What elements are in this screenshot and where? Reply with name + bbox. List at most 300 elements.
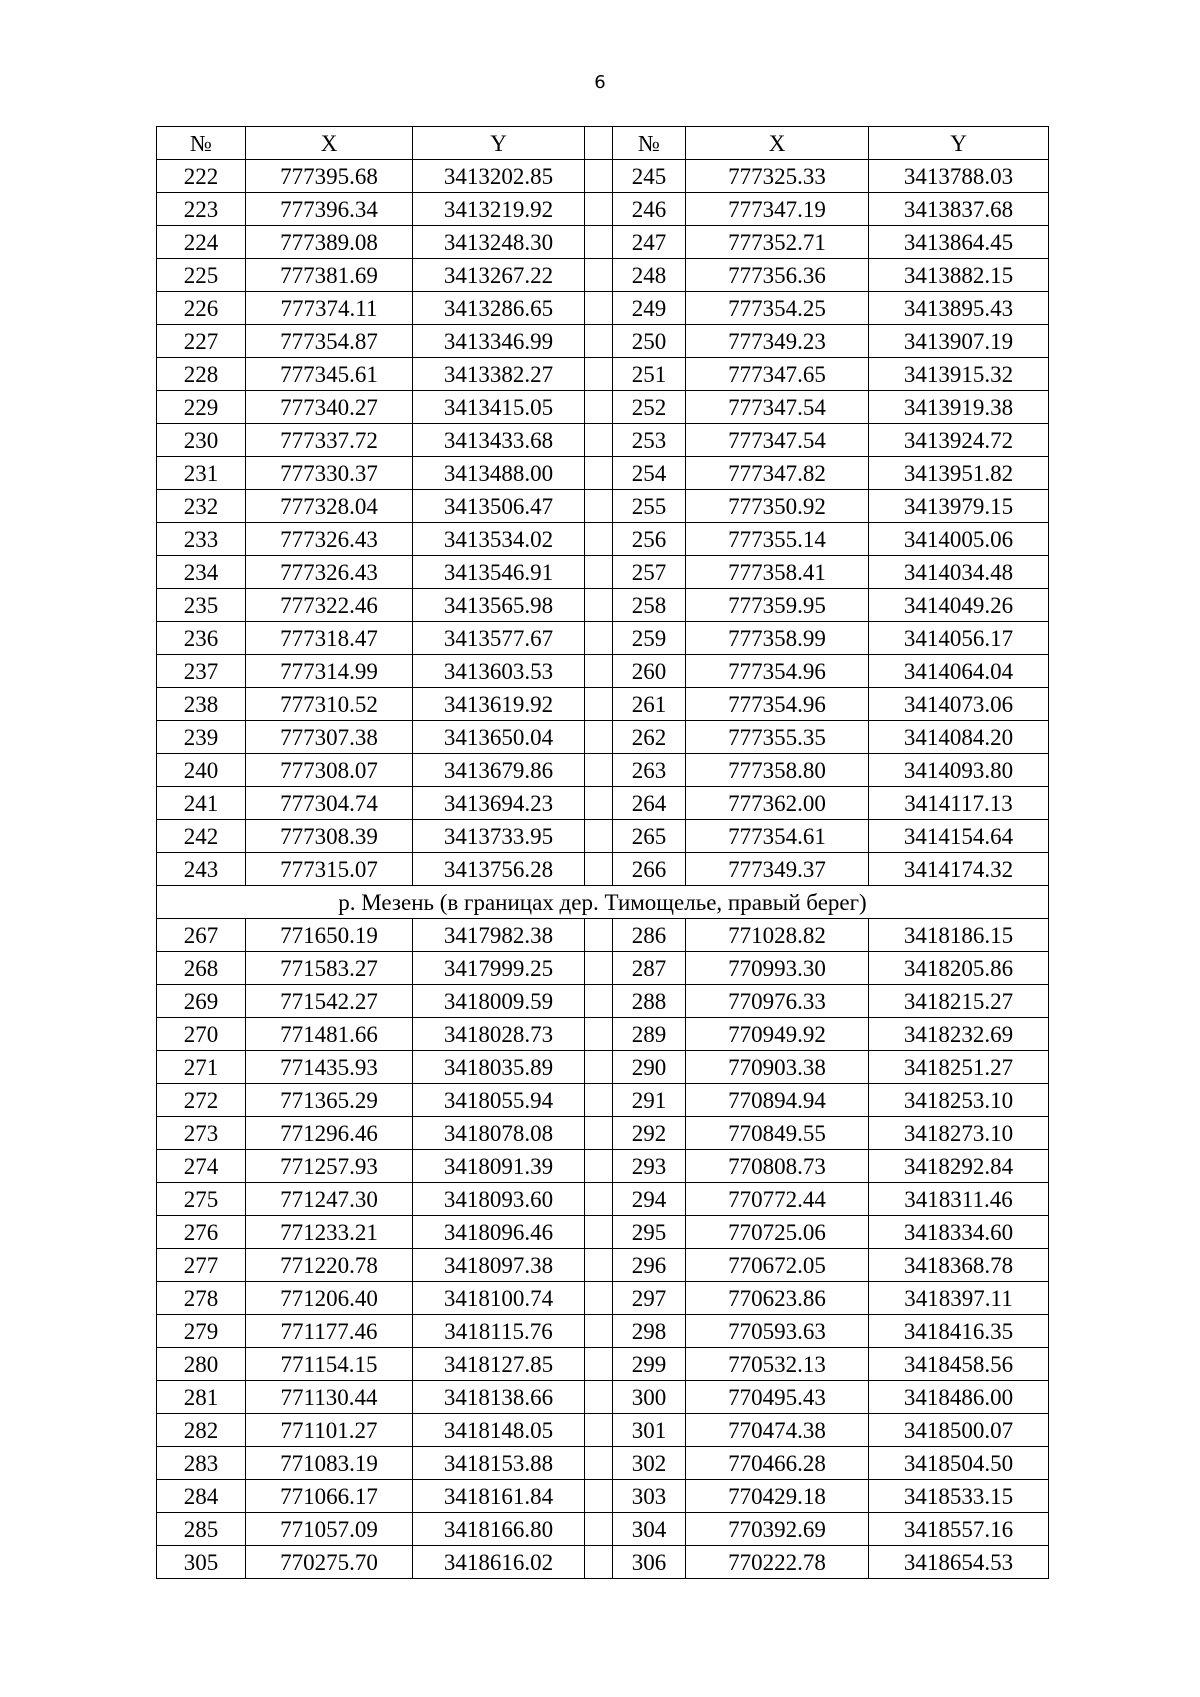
point-number-left: 285: [157, 1513, 246, 1546]
y-left: 3418093.60: [413, 1183, 585, 1216]
x-right: 777354.96: [686, 655, 869, 688]
point-number-left: 279: [157, 1315, 246, 1348]
y-right: 3418557.16: [869, 1513, 1049, 1546]
table-row: [157, 1480, 1049, 1513]
y-right: 3413915.32: [869, 358, 1049, 391]
point-number-left: 230: [157, 424, 246, 457]
y-left: 3413346.99: [413, 325, 585, 358]
x-right: 770993.30: [686, 952, 869, 985]
point-number-left: 235: [157, 589, 246, 622]
table-row: [157, 556, 1049, 589]
table-row: [157, 1084, 1049, 1117]
x-left: 771083.19: [246, 1447, 413, 1480]
point-number-right: 294: [613, 1183, 686, 1216]
point-number-left: 268: [157, 952, 246, 985]
x-left: 771220.78: [246, 1249, 413, 1282]
point-number-left: 227: [157, 325, 246, 358]
point-number-left: 223: [157, 193, 246, 226]
x-left: 771177.46: [246, 1315, 413, 1348]
point-number-left: 305: [157, 1546, 246, 1579]
x-right: 777349.23: [686, 325, 869, 358]
y-right: 3413951.82: [869, 457, 1049, 490]
y-left: 3413415.05: [413, 391, 585, 424]
y-left: 3418161.84: [413, 1480, 585, 1513]
x-left: 777330.37: [246, 457, 413, 490]
spacer: [585, 820, 613, 853]
point-number-right: 260: [613, 655, 686, 688]
point-number-left: 229: [157, 391, 246, 424]
x-left: 777308.39: [246, 820, 413, 853]
x-left: 777310.52: [246, 688, 413, 721]
x-right: 777359.95: [686, 589, 869, 622]
point-number-right: 257: [613, 556, 686, 589]
x-left: 771296.46: [246, 1117, 413, 1150]
y-left: 3418096.46: [413, 1216, 585, 1249]
page-number: 6: [594, 72, 606, 93]
point-number-left: 243: [157, 853, 246, 886]
y-right: 3414049.26: [869, 589, 1049, 622]
point-number-right: 247: [613, 226, 686, 259]
x-left: 771101.27: [246, 1414, 413, 1447]
y-right: 3414064.04: [869, 655, 1049, 688]
spacer: [585, 325, 613, 358]
point-number-right: 303: [613, 1480, 686, 1513]
x-right: 770894.94: [686, 1084, 869, 1117]
x-left: 771650.19: [246, 919, 413, 952]
y-right: 3418205.86: [869, 952, 1049, 985]
point-number-right: 265: [613, 820, 686, 853]
x-right: 777352.71: [686, 226, 869, 259]
point-number-right: 293: [613, 1150, 686, 1183]
header-spacer: [585, 127, 613, 160]
table-row: [157, 1546, 1049, 1579]
y-right: 3414056.17: [869, 622, 1049, 655]
point-number-right: 290: [613, 1051, 686, 1084]
y-left: 3418166.80: [413, 1513, 585, 1546]
point-number-left: 277: [157, 1249, 246, 1282]
x-left: 777315.07: [246, 853, 413, 886]
x-right: 770495.43: [686, 1381, 869, 1414]
y-right: 3414073.06: [869, 688, 1049, 721]
spacer: [585, 622, 613, 655]
x-left: 771066.17: [246, 1480, 413, 1513]
table-row: [157, 754, 1049, 787]
y-right: 3418416.35: [869, 1315, 1049, 1348]
spacer: [585, 589, 613, 622]
point-number-right: 249: [613, 292, 686, 325]
y-left: 3418115.76: [413, 1315, 585, 1348]
y-right: 3418397.11: [869, 1282, 1049, 1315]
spacer: [585, 1480, 613, 1513]
y-right: 3414174.32: [869, 853, 1049, 886]
x-right: 777358.80: [686, 754, 869, 787]
spacer: [585, 1084, 613, 1117]
x-right: 777347.19: [686, 193, 869, 226]
x-right: 777362.00: [686, 787, 869, 820]
y-left: 3418127.85: [413, 1348, 585, 1381]
spacer: [585, 1513, 613, 1546]
x-left: 777340.27: [246, 391, 413, 424]
y-right: 3413895.43: [869, 292, 1049, 325]
table-row: [157, 1183, 1049, 1216]
x-right: 770672.05: [686, 1249, 869, 1282]
coordinates-table: [156, 126, 1049, 1579]
x-right: 770466.28: [686, 1447, 869, 1480]
point-number-left: 238: [157, 688, 246, 721]
point-number-left: 240: [157, 754, 246, 787]
x-left: 777318.47: [246, 622, 413, 655]
y-left: 3413506.47: [413, 490, 585, 523]
spacer: [585, 688, 613, 721]
point-number-right: 302: [613, 1447, 686, 1480]
x-right: 770949.92: [686, 1018, 869, 1051]
y-right: 3418311.46: [869, 1183, 1049, 1216]
spacer: [585, 853, 613, 886]
x-right: 777347.82: [686, 457, 869, 490]
y-right: 3413864.45: [869, 226, 1049, 259]
x-right: 777355.35: [686, 721, 869, 754]
y-right: 3418458.56: [869, 1348, 1049, 1381]
x-left: 777326.43: [246, 556, 413, 589]
x-right: 777349.37: [686, 853, 869, 886]
point-number-right: 252: [613, 391, 686, 424]
header-y-left: Y: [413, 127, 585, 160]
x-left: 771154.15: [246, 1348, 413, 1381]
x-left: 771057.09: [246, 1513, 413, 1546]
y-left: 3413694.23: [413, 787, 585, 820]
x-left: 771583.27: [246, 952, 413, 985]
y-left: 3418138.66: [413, 1381, 585, 1414]
y-right: 3418232.69: [869, 1018, 1049, 1051]
x-left: 777337.72: [246, 424, 413, 457]
x-left: 777389.08: [246, 226, 413, 259]
section-caption: р. Мезень (в границах дер. Тимощелье, правый берег): [157, 886, 1049, 919]
y-left: 3413619.92: [413, 688, 585, 721]
table-row: [157, 688, 1049, 721]
point-number-right: 266: [613, 853, 686, 886]
point-number-left: 275: [157, 1183, 246, 1216]
x-right: 770808.73: [686, 1150, 869, 1183]
point-number-left: 278: [157, 1282, 246, 1315]
x-left: 777328.04: [246, 490, 413, 523]
x-right: 770725.06: [686, 1216, 869, 1249]
x-right: 770849.55: [686, 1117, 869, 1150]
point-number-left: 284: [157, 1480, 246, 1513]
spacer: [585, 1216, 613, 1249]
point-number-right: 258: [613, 589, 686, 622]
spacer: [585, 1117, 613, 1150]
point-number-right: 261: [613, 688, 686, 721]
y-left: 3418100.74: [413, 1282, 585, 1315]
table-row: [157, 160, 1049, 193]
x-right: 770623.86: [686, 1282, 869, 1315]
x-left: 771542.27: [246, 985, 413, 1018]
table-row: [157, 193, 1049, 226]
y-right: 3418253.10: [869, 1084, 1049, 1117]
spacer: [585, 193, 613, 226]
spacer: [585, 985, 613, 1018]
point-number-left: 283: [157, 1447, 246, 1480]
y-left: 3413286.65: [413, 292, 585, 325]
point-number-right: 297: [613, 1282, 686, 1315]
y-right: 3418273.10: [869, 1117, 1049, 1150]
header-y-right: Y: [869, 127, 1049, 160]
x-left: 771130.44: [246, 1381, 413, 1414]
table-row: [157, 853, 1049, 886]
point-number-left: 269: [157, 985, 246, 1018]
point-number-left: 270: [157, 1018, 246, 1051]
table-row: [157, 622, 1049, 655]
x-right: 770976.33: [686, 985, 869, 1018]
point-number-left: 232: [157, 490, 246, 523]
y-right: 3418251.27: [869, 1051, 1049, 1084]
table-row: [157, 919, 1049, 952]
x-right: 777358.41: [686, 556, 869, 589]
spacer: [585, 1018, 613, 1051]
point-number-left: 281: [157, 1381, 246, 1414]
spacer: [585, 424, 613, 457]
y-left: 3418091.39: [413, 1150, 585, 1183]
x-left: 777381.69: [246, 259, 413, 292]
x-right: 770903.38: [686, 1051, 869, 1084]
point-number-right: 291: [613, 1084, 686, 1117]
x-right: 777347.54: [686, 391, 869, 424]
point-number-right: 248: [613, 259, 686, 292]
y-left: 3413565.98: [413, 589, 585, 622]
x-left: 777314.99: [246, 655, 413, 688]
spacer: [585, 259, 613, 292]
point-number-left: 234: [157, 556, 246, 589]
point-number-right: 295: [613, 1216, 686, 1249]
y-right: 3413882.15: [869, 259, 1049, 292]
table-row: [157, 589, 1049, 622]
y-right: 3413979.15: [869, 490, 1049, 523]
y-right: 3418486.00: [869, 1381, 1049, 1414]
x-right: 777350.92: [686, 490, 869, 523]
point-number-right: 256: [613, 523, 686, 556]
spacer: [585, 226, 613, 259]
point-number-left: 222: [157, 160, 246, 193]
y-left: 3413679.86: [413, 754, 585, 787]
point-number-right: 264: [613, 787, 686, 820]
spacer: [585, 787, 613, 820]
point-number-right: 262: [613, 721, 686, 754]
point-number-left: 282: [157, 1414, 246, 1447]
table-row: [157, 985, 1049, 1018]
x-left: 777308.07: [246, 754, 413, 787]
y-left: 3413433.68: [413, 424, 585, 457]
x-right: 770532.13: [686, 1348, 869, 1381]
y-right: 3418533.15: [869, 1480, 1049, 1513]
y-left: 3417982.38: [413, 919, 585, 952]
point-number-right: 300: [613, 1381, 686, 1414]
point-number-left: 274: [157, 1150, 246, 1183]
spacer: [585, 292, 613, 325]
table-row: [157, 391, 1049, 424]
y-left: 3413756.28: [413, 853, 585, 886]
table-row: [157, 1381, 1049, 1414]
table-row: [157, 1216, 1049, 1249]
spacer: [585, 523, 613, 556]
y-right: 3418334.60: [869, 1216, 1049, 1249]
spacer: [585, 1447, 613, 1480]
spacer: [585, 919, 613, 952]
point-number-right: 245: [613, 160, 686, 193]
y-right: 3414034.48: [869, 556, 1049, 589]
point-number-right: 250: [613, 325, 686, 358]
table-row: [157, 490, 1049, 523]
y-left: 3418035.89: [413, 1051, 585, 1084]
point-number-right: 299: [613, 1348, 686, 1381]
point-number-right: 286: [613, 919, 686, 952]
x-left: 777395.68: [246, 160, 413, 193]
x-left: 777322.46: [246, 589, 413, 622]
table-row: [157, 655, 1049, 688]
table-row: [157, 424, 1049, 457]
spacer: [585, 721, 613, 754]
x-right: 770392.69: [686, 1513, 869, 1546]
y-right: 3418292.84: [869, 1150, 1049, 1183]
y-left: 3418009.59: [413, 985, 585, 1018]
x-left: 777354.87: [246, 325, 413, 358]
table-row: [157, 259, 1049, 292]
y-right: 3418654.53: [869, 1546, 1049, 1579]
point-number-right: 296: [613, 1249, 686, 1282]
table-row: [157, 1348, 1049, 1381]
spacer: [585, 1546, 613, 1579]
header-x-right: X: [686, 127, 869, 160]
spacer: [585, 1414, 613, 1447]
header-number-right: №: [613, 127, 686, 160]
y-left: 3413733.95: [413, 820, 585, 853]
y-left: 3413267.22: [413, 259, 585, 292]
spacer: [585, 1150, 613, 1183]
y-right: 3413919.38: [869, 391, 1049, 424]
table-row: [157, 325, 1049, 358]
point-number-left: 271: [157, 1051, 246, 1084]
table-row: [157, 1315, 1049, 1348]
x-right: 777347.65: [686, 358, 869, 391]
y-left: 3418616.02: [413, 1546, 585, 1579]
point-number-right: 306: [613, 1546, 686, 1579]
table-row: [157, 1249, 1049, 1282]
point-number-right: 298: [613, 1315, 686, 1348]
point-number-right: 259: [613, 622, 686, 655]
point-number-left: 272: [157, 1084, 246, 1117]
y-right: 3418186.15: [869, 919, 1049, 952]
point-number-left: 225: [157, 259, 246, 292]
point-number-right: 288: [613, 985, 686, 1018]
point-number-right: 253: [613, 424, 686, 457]
y-left: 3413382.27: [413, 358, 585, 391]
x-right: 770772.44: [686, 1183, 869, 1216]
x-right: 777355.14: [686, 523, 869, 556]
table-row: [157, 1282, 1049, 1315]
table-row: [157, 721, 1049, 754]
point-number-left: 226: [157, 292, 246, 325]
table-row: [157, 1150, 1049, 1183]
header-row: [157, 127, 1049, 160]
x-left: 777345.61: [246, 358, 413, 391]
point-number-right: 254: [613, 457, 686, 490]
table-row: [157, 1414, 1049, 1447]
spacer: [585, 655, 613, 688]
x-right: 777354.25: [686, 292, 869, 325]
spacer: [585, 1315, 613, 1348]
table-row: [157, 358, 1049, 391]
point-number-left: 239: [157, 721, 246, 754]
y-left: 3418028.73: [413, 1018, 585, 1051]
point-number-right: 292: [613, 1117, 686, 1150]
y-left: 3413488.00: [413, 457, 585, 490]
y-left: 3418055.94: [413, 1084, 585, 1117]
point-number-right: 304: [613, 1513, 686, 1546]
point-number-left: 233: [157, 523, 246, 556]
y-left: 3413577.67: [413, 622, 585, 655]
table-row: [157, 952, 1049, 985]
point-number-right: 287: [613, 952, 686, 985]
y-left: 3413202.85: [413, 160, 585, 193]
y-left: 3418097.38: [413, 1249, 585, 1282]
y-left: 3413534.02: [413, 523, 585, 556]
point-number-left: 224: [157, 226, 246, 259]
y-left: 3418148.05: [413, 1414, 585, 1447]
x-left: 777304.74: [246, 787, 413, 820]
point-number-left: 236: [157, 622, 246, 655]
table-row: [157, 820, 1049, 853]
x-left: 777374.11: [246, 292, 413, 325]
y-right: 3413924.72: [869, 424, 1049, 457]
y-left: 3413248.30: [413, 226, 585, 259]
y-right: 3418504.50: [869, 1447, 1049, 1480]
table-row: [157, 1018, 1049, 1051]
spacer: [585, 1282, 613, 1315]
table-row: [157, 1513, 1049, 1546]
table-row: [157, 1051, 1049, 1084]
point-number-left: 276: [157, 1216, 246, 1249]
point-number-right: 246: [613, 193, 686, 226]
point-number-left: 280: [157, 1348, 246, 1381]
x-left: 771206.40: [246, 1282, 413, 1315]
y-right: 3418500.07: [869, 1414, 1049, 1447]
header-x-left: X: [246, 127, 413, 160]
x-left: 771247.30: [246, 1183, 413, 1216]
point-number-right: 255: [613, 490, 686, 523]
spacer: [585, 1183, 613, 1216]
y-right: 3414005.06: [869, 523, 1049, 556]
y-right: 3414154.64: [869, 820, 1049, 853]
x-right: 770474.38: [686, 1414, 869, 1447]
x-left: 771481.66: [246, 1018, 413, 1051]
y-left: 3413546.91: [413, 556, 585, 589]
x-right: 771028.82: [686, 919, 869, 952]
y-right: 3414093.80: [869, 754, 1049, 787]
y-left: 3418078.08: [413, 1117, 585, 1150]
y-left: 3413603.53: [413, 655, 585, 688]
y-right: 3418368.78: [869, 1249, 1049, 1282]
y-left: 3413219.92: [413, 193, 585, 226]
y-right: 3414117.13: [869, 787, 1049, 820]
x-left: 777326.43: [246, 523, 413, 556]
x-right: 777325.33: [686, 160, 869, 193]
y-right: 3413837.68: [869, 193, 1049, 226]
point-number-right: 251: [613, 358, 686, 391]
table-row: [157, 787, 1049, 820]
table-row: [157, 1117, 1049, 1150]
x-right: 777356.36: [686, 259, 869, 292]
section-caption-row: [157, 886, 1049, 919]
spacer: [585, 754, 613, 787]
